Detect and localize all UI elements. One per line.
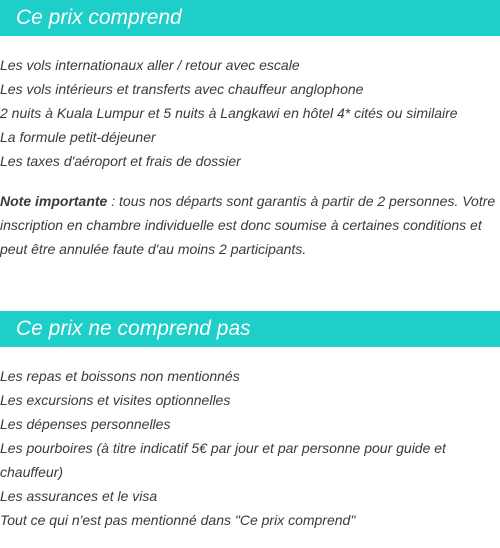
important-note — [0, 189, 500, 261]
list-item: 2 nuits à Kuala Lumpur et 5 nuits à Langkawi en hôtel 4* cités ou similaire — [0, 105, 458, 121]
list-item: Les assurances et le visa — [0, 488, 158, 504]
list-item: Les repas et boissons non mentionnés — [0, 368, 240, 384]
list-item: Les dépenses personnelles — [0, 416, 171, 432]
included-list — [0, 53, 500, 173]
list-item: Les taxes d'aéroport et frais de dossier — [0, 153, 241, 169]
list-item: Les excursions et visites optionnelles — [0, 392, 231, 408]
note-label: Note importante — [0, 193, 108, 209]
excluded-section-title: Ce prix ne comprend pas — [0, 311, 500, 347]
list-item: Les vols intérieurs et transferts avec chauffeur anglophone — [0, 81, 364, 97]
note-text: : tous nos départs sont garantis à partir de 2 personnes. Votre inscription en chambre individuelle est donc soumise à certaines conditions et peut être annulée faute d'au moins 2 participants. — [0, 193, 496, 257]
list-item: Les vols internationaux aller / retour avec escale — [0, 57, 300, 73]
list-item: Les pourboires (à titre indicatif 5€ par jour et par personne pour guide et chauffeur) — [0, 440, 446, 480]
list-item: Tout ce qui n'est pas mentionné dans "Ce prix comprend" — [0, 512, 356, 528]
included-section-title: Ce prix comprend — [0, 0, 500, 36]
excluded-list — [0, 364, 500, 532]
list-item: La formule petit-déjeuner — [0, 129, 156, 145]
